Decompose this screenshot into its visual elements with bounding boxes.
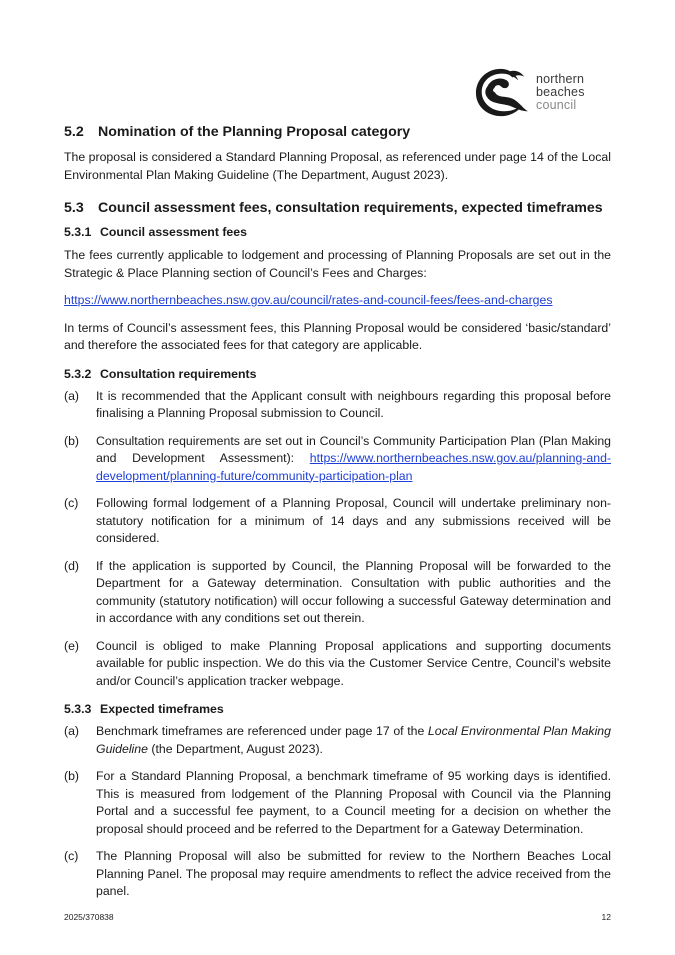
heading-5-3-1: 5.3.1 Council assessment fees [64,225,247,239]
guideline-title: Local Environmental Plan Making Guideline [96,724,611,756]
logo-line-beaches: beaches [536,84,585,99]
heading-5-3-3: 5.3.3 Expected timeframes [64,702,224,716]
document-body [64,122,611,901]
heading-5-2: 5.2 Nomination of the Planning Proposal category [64,124,411,140]
list-item-consult-e: (e) Council is obliged to make Planning Proposal applications and supporting documents available for public inspection. We do this via the Customer Service Centre, Council’s website and/or Council’s application tracker webpage. [64,638,611,688]
page-number: 12 [601,912,611,922]
list-item-consult-b: (b) Consultation requirements are set out in Council’s Community Participation Plan (Plan Making and Development Assessment): https://www.northernbeaches.nsw.gov.au/planning-and-development/planning-future/community-participation-plan [64,433,612,483]
paragraph-fees-category: In terms of Council’s assessment fees, this Planning Proposal would be considered ‘basic/standard’ and therefore the associated fees for that category are applicable. [64,320,611,352]
list-item-consult-d: (d) If the application is supported by Council, the Planning Proposal will be forwarded to the Department for a Gateway determination. Consultation with public authorities and the community (statutory notification) will occur following a successful Gateway determination and in accordance with any conditions set out therein. [64,558,611,625]
list-item-timeframe-c: (c) The Planning Proposal will also be submitted for review to the Northern Beaches Local Planning Panel. The proposal may require amendments to reflect the advice received from the panel. [64,849,611,898]
heading-5-3-2: 5.3.2 Consultation requirements [64,366,257,381]
wave-dragon-emblem-icon [472,65,530,119]
list-item-timeframe-a: (a) Benchmark timeframes are referenced under page 17 of the Local Environmental Plan Making Guideline (the Department, August 2023). [64,724,611,756]
paragraph-5-2: The proposal is considered a Standard Planning Proposal, as referenced under page 14 of the Local Environmental Plan Making Guideline (The Department, August 2023). [64,150,611,182]
list-item-consult-a: (a) It is recommended that the Applicant consult with neighbours regarding this proposal before finalising a Planning Proposal submission to Council. [64,388,611,420]
document-reference: 2025/370838 [64,912,114,922]
heading-5-3: 5.3 Council assessment fees, consultation requirements, expected timeframes [64,200,603,216]
paragraph-fees-intro: The fees currently applicable to lodgement and processing of Planning Proposals are set out in the Strategic & Place Planning section of Council’s Fees and Charges: [64,248,611,280]
logo-line-northern: northern [536,71,585,86]
list-item-timeframe-b: (b) For a Standard Planning Proposal, a benchmark timeframe of 95 working days is identified. This is measured from lodgement of the Planning Proposal with Council via the Planning Portal and a successful fee payment, to a Council meeting for a decision on whether the proposal should proceed and be referred to the Department for a Gateway Determination. [64,769,611,836]
council-logo [472,64,622,120]
list-item-consult-c: (c) Following formal lodgement of a Planning Proposal, Council will undertake preliminary non-statutory notification for a minimum of 14 days and any submissions received will be considered. [64,496,611,545]
fees-and-charges-link[interactable]: https://www.northernbeaches.nsw.gov.au/council/rates-and-council-fees/fees-and-charges [64,293,553,307]
community-participation-plan-link[interactable]: https://www.northernbeaches.nsw.gov.au/planning-and-development/planning-future/community-participation-plan [96,451,612,483]
logo-line-council: council [536,97,577,112]
fees-link-paragraph [64,292,611,310]
